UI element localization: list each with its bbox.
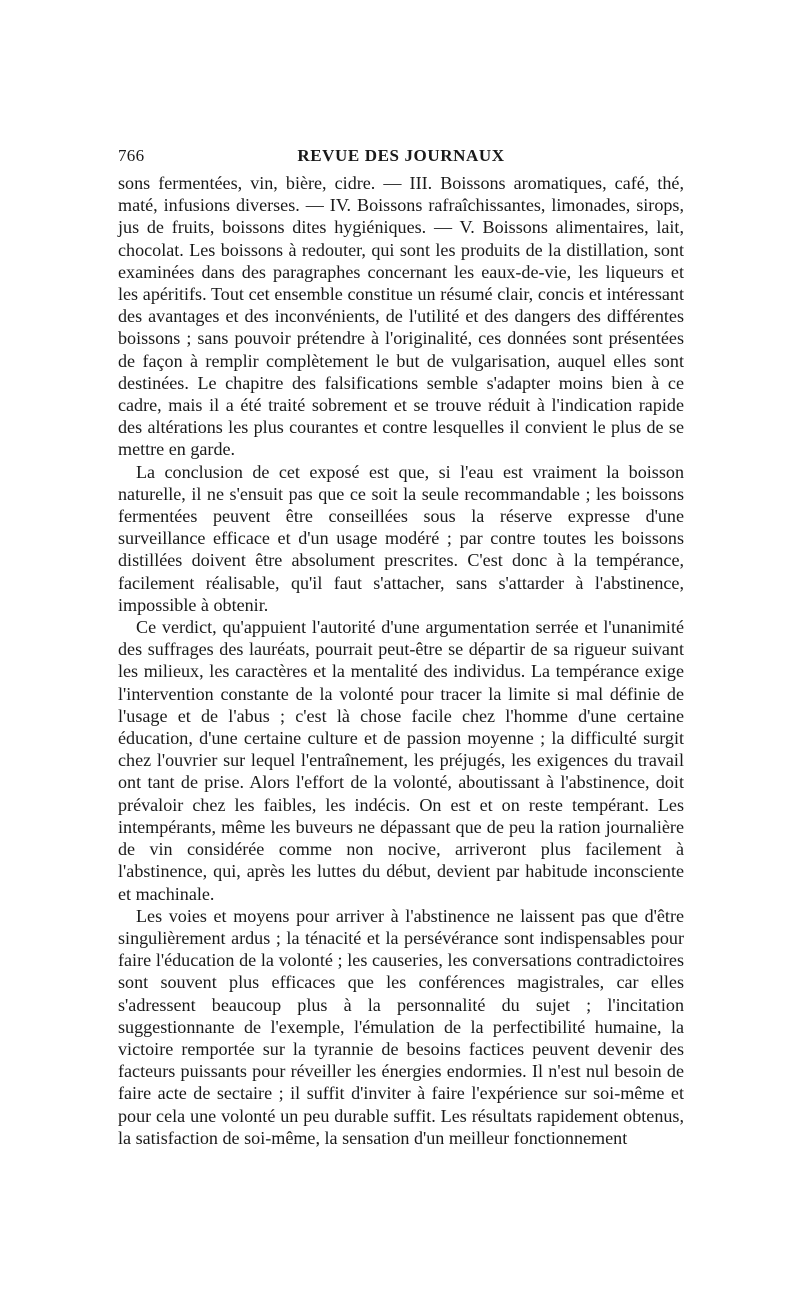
paragraph: Ce verdict, qu'appuient l'autorité d'une argumentation serrée et l'unanimité des suffrages des lauréats, pourrait peut-être se départir de sa rigueur suivant les milieux, les caractères et la mentalité des individus. La tempérance exige l'intervention constante de la volonté pour tracer la limite si mal définie de l'usage et de l'abus ; c'est là chose facile chez l'homme d'une certaine éducation, d'une certaine culture et de passion moyenne ; la difficulté surgit chez l'ouvrier sur lequel l'entraînement, les préjugés, les exigences du travail ont tant de prise. Alors l'effort de la volonté, aboutissant à l'abstinence, doit prévaloir chez les faibles, les indécis. On est et on reste tempérant. Les intempérants, même les buveurs ne dépassant que de peu la ration journalière de vin considérée comme non nocive, arriveront plus facilement à l'abstinence, qui, après les luttes du début, devient par habitude inconsciente et machinale.	[118, 617, 684, 904]
page-number: 766	[118, 146, 145, 165]
paragraph-continuation: sons fermentées, vin, bière, cidre. — III. Boissons aromatiques, café, thé, maté, infusions diverses. — IV. Boissons rafraîchissantes, limonades, sirops, jus de fruits, boissons dites hygiéniques. — V. Boissons alimentaires, lait, chocolat. Les boissons à redouter, qui sont les produits de la distillation, sont examinées dans des paragraphes concernant les eaux-de-vie, les liqueurs et les apéritifs. Tout cet ensemble constitue un résumé clair, concis et intéressant des avantages et des inconvénients, de l'utilité et des dangers des différentes boissons ; sans pouvoir prétendre à l'originalité, ces données sont présentées de façon à remplir complètement le but de vulgarisation, auquel elles sont destinées. Le chapitre des falsifications semble s'adapter moins bien à ce cadre, mais il a été traité sobrement et se trouve réduit à l'indication rapide des altérations les plus courantes et contre lesquelles il convient le plus de se mettre en garde.	[118, 173, 684, 460]
running-head	[118, 146, 684, 172]
paragraph: Les voies et moyens pour arriver à l'abstinence ne laissent pas que d'être singulièrement ardus ; la ténacité et la persévérance sont indispensables pour faire l'éducation de la volonté ; les causeries, les conversations contradictoires sont souvent plus efficaces que les conférences magistrales, car elles s'adressent beaucoup plus à la personnalité du sujet ; l'incitation suggestionnante de l'exemple, l'émulation de la perfectibilité humaine, la victoire remportée sur la tyrannie de besoins factices peuvent devenir des facteurs puissants pour réveiller les énergies endormies. Il n'est nul besoin de faire acte de sectaire ; il suffit d'inviter à faire l'expérience sur soi-même et pour cela une volonté un peu durable suffit. Les résultats rapidement obtenus, la satisfaction de soi-même, la sensation d'un meilleur fonctionnement	[118, 905, 684, 1148]
body-text	[118, 172, 684, 1149]
paragraph: La conclusion de cet exposé est que, si l'eau est vraiment la boisson naturelle, il ne s'ensuit pas que ce soit la seule recommandable ; les boissons fermentées peuvent être conseillées sous la réserve expresse d'une surveillance efficace et d'un usage modéré ; par contre toutes les boissons distillées doivent être absolument prescrites. C'est donc à la tempérance, facilement réalisable, qu'il faut s'attacher, sans s'attarder à l'abstinence, impossible à obtenir.	[118, 461, 684, 615]
running-title: REVUE DES JOURNAUX	[297, 146, 505, 165]
book-page	[118, 146, 684, 1149]
